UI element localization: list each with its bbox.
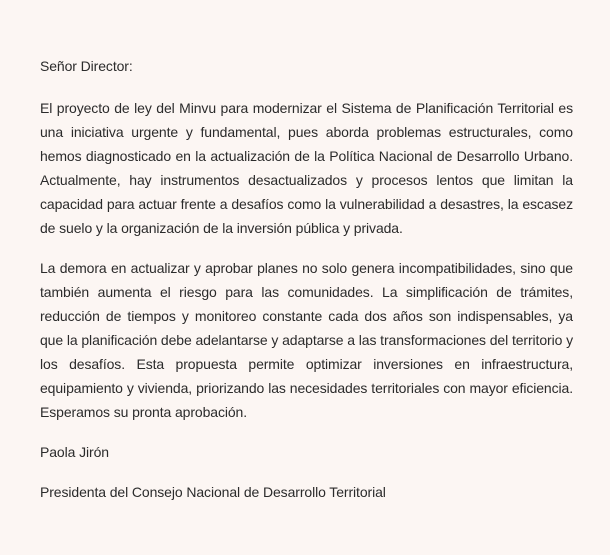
letter-body xyxy=(40,54,573,504)
signature-name: Paola Jirón xyxy=(40,444,109,460)
paragraph-2: La demora en actualizar y aprobar planes no solo genera incompatibilidades, sino que también aumenta el riesgo para las comunidades. La simplificación de trámites, reducción de tiempos y monitoreo constante cada dos años son indispensables, ya que la planificación debe adelantarse y adaptarse a las transformaciones del territorio y los desafíos. Esta propuesta permite optimizar inversiones en infraestructura, equipamiento y vivienda, priorizando las necesidades territoriales con mayor eficiencia. Esperamos su pronta aprobación. xyxy=(40,260,573,420)
salutation: Señor Director: xyxy=(40,58,133,74)
signature-title: Presidenta del Consejo Nacional de Desarrollo Territorial xyxy=(40,484,386,500)
paragraph-1: El proyecto de ley del Minvu para modernizar el Sistema de Planificación Territorial es una iniciativa urgente y fundamental, pues aborda problemas estructurales, como hemos diagnosticado en la actualización de la Política Nacional de Desarrollo Urbano. Actualmente, hay instrumentos desactualizados y procesos lentos que limitan la capacidad para actuar frente a desafíos como la vulnerabilidad a desastres, la escasez de suelo y la organización de la inversión pública y privada. xyxy=(40,100,573,236)
